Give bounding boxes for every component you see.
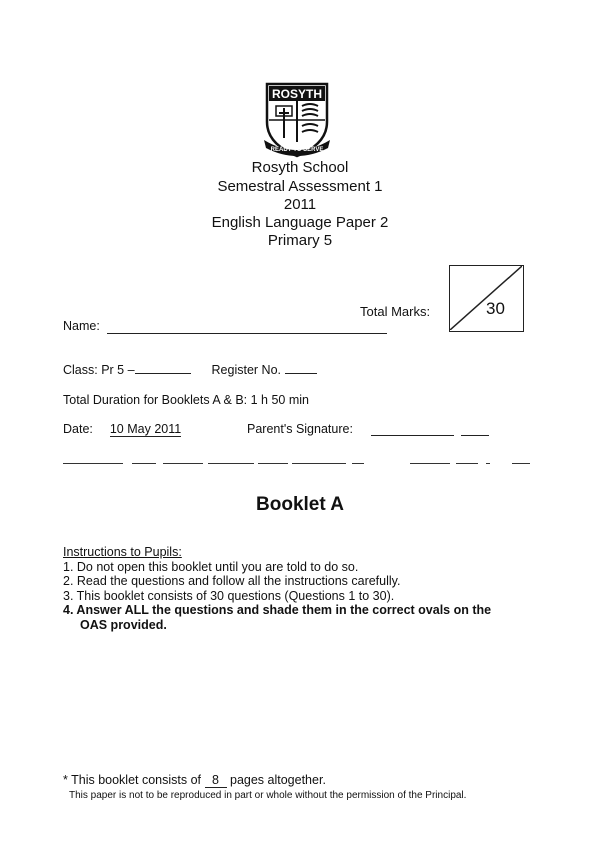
page-count-value: 8 xyxy=(205,773,227,788)
total-marks-box xyxy=(449,265,524,332)
total-marks-value: 30 xyxy=(486,299,505,318)
assessment-year: 2011 xyxy=(283,196,317,213)
school-crest xyxy=(262,82,332,160)
crest-shield-icon xyxy=(262,82,332,160)
copyright-notice: This paper is not to be reproduced in part or whole without the permission of the Principal. xyxy=(69,790,467,801)
date-row xyxy=(63,422,181,437)
page-count-note xyxy=(63,773,326,788)
instruction-item: 3. This booklet consists of 30 questions (Questions 1 to 30). xyxy=(63,588,395,603)
duration-text: Total Duration for Booklets A & B: 1 h 50 min xyxy=(63,393,309,407)
total-marks-label: Total Marks: xyxy=(360,304,431,319)
marks-diagonal-icon xyxy=(450,266,522,330)
assessment-title: Semestral Assessment 1 xyxy=(217,178,383,195)
name-field[interactable] xyxy=(107,333,387,334)
crest-motto-text: READY TO SERVE xyxy=(270,147,324,153)
level-title: Primary 5 xyxy=(267,232,333,249)
instructions xyxy=(63,545,491,632)
signature-label: Parent's Signature: xyxy=(247,422,353,436)
register-field[interactable] xyxy=(285,373,317,374)
school-name: Rosyth School xyxy=(251,159,349,176)
instructions-heading: Instructions to Pupils: xyxy=(63,545,182,559)
instruction-item: 2. Read the questions and follow all the instructions carefully. xyxy=(63,574,401,588)
date-value: 10 May 2011 xyxy=(109,422,182,436)
class-field[interactable] xyxy=(135,373,191,374)
page-count-prefix: * This booklet consists of xyxy=(63,773,202,787)
page-count-suffix: pages altogether. xyxy=(230,773,326,787)
instruction-item: 4. Answer ALL the questions and shade them in the correct ovals on the xyxy=(63,603,492,617)
paper-title: English Language Paper 2 xyxy=(211,214,389,231)
instruction-item: 1. Do not open this booklet until you are told to do so. xyxy=(63,559,359,574)
class-label: Class: Pr 5 – xyxy=(63,363,135,377)
date-label: Date: xyxy=(63,422,93,436)
signature-field-tail xyxy=(461,435,489,436)
booklet-title: Booklet A xyxy=(256,494,344,515)
instruction-item: OAS provided. xyxy=(80,617,167,632)
register-label: Register No. xyxy=(211,363,282,377)
class-row xyxy=(63,363,317,377)
crest-banner-text: ROSYTH xyxy=(271,87,323,101)
name-label: Name: xyxy=(63,319,100,333)
signature-field[interactable] xyxy=(371,435,454,436)
